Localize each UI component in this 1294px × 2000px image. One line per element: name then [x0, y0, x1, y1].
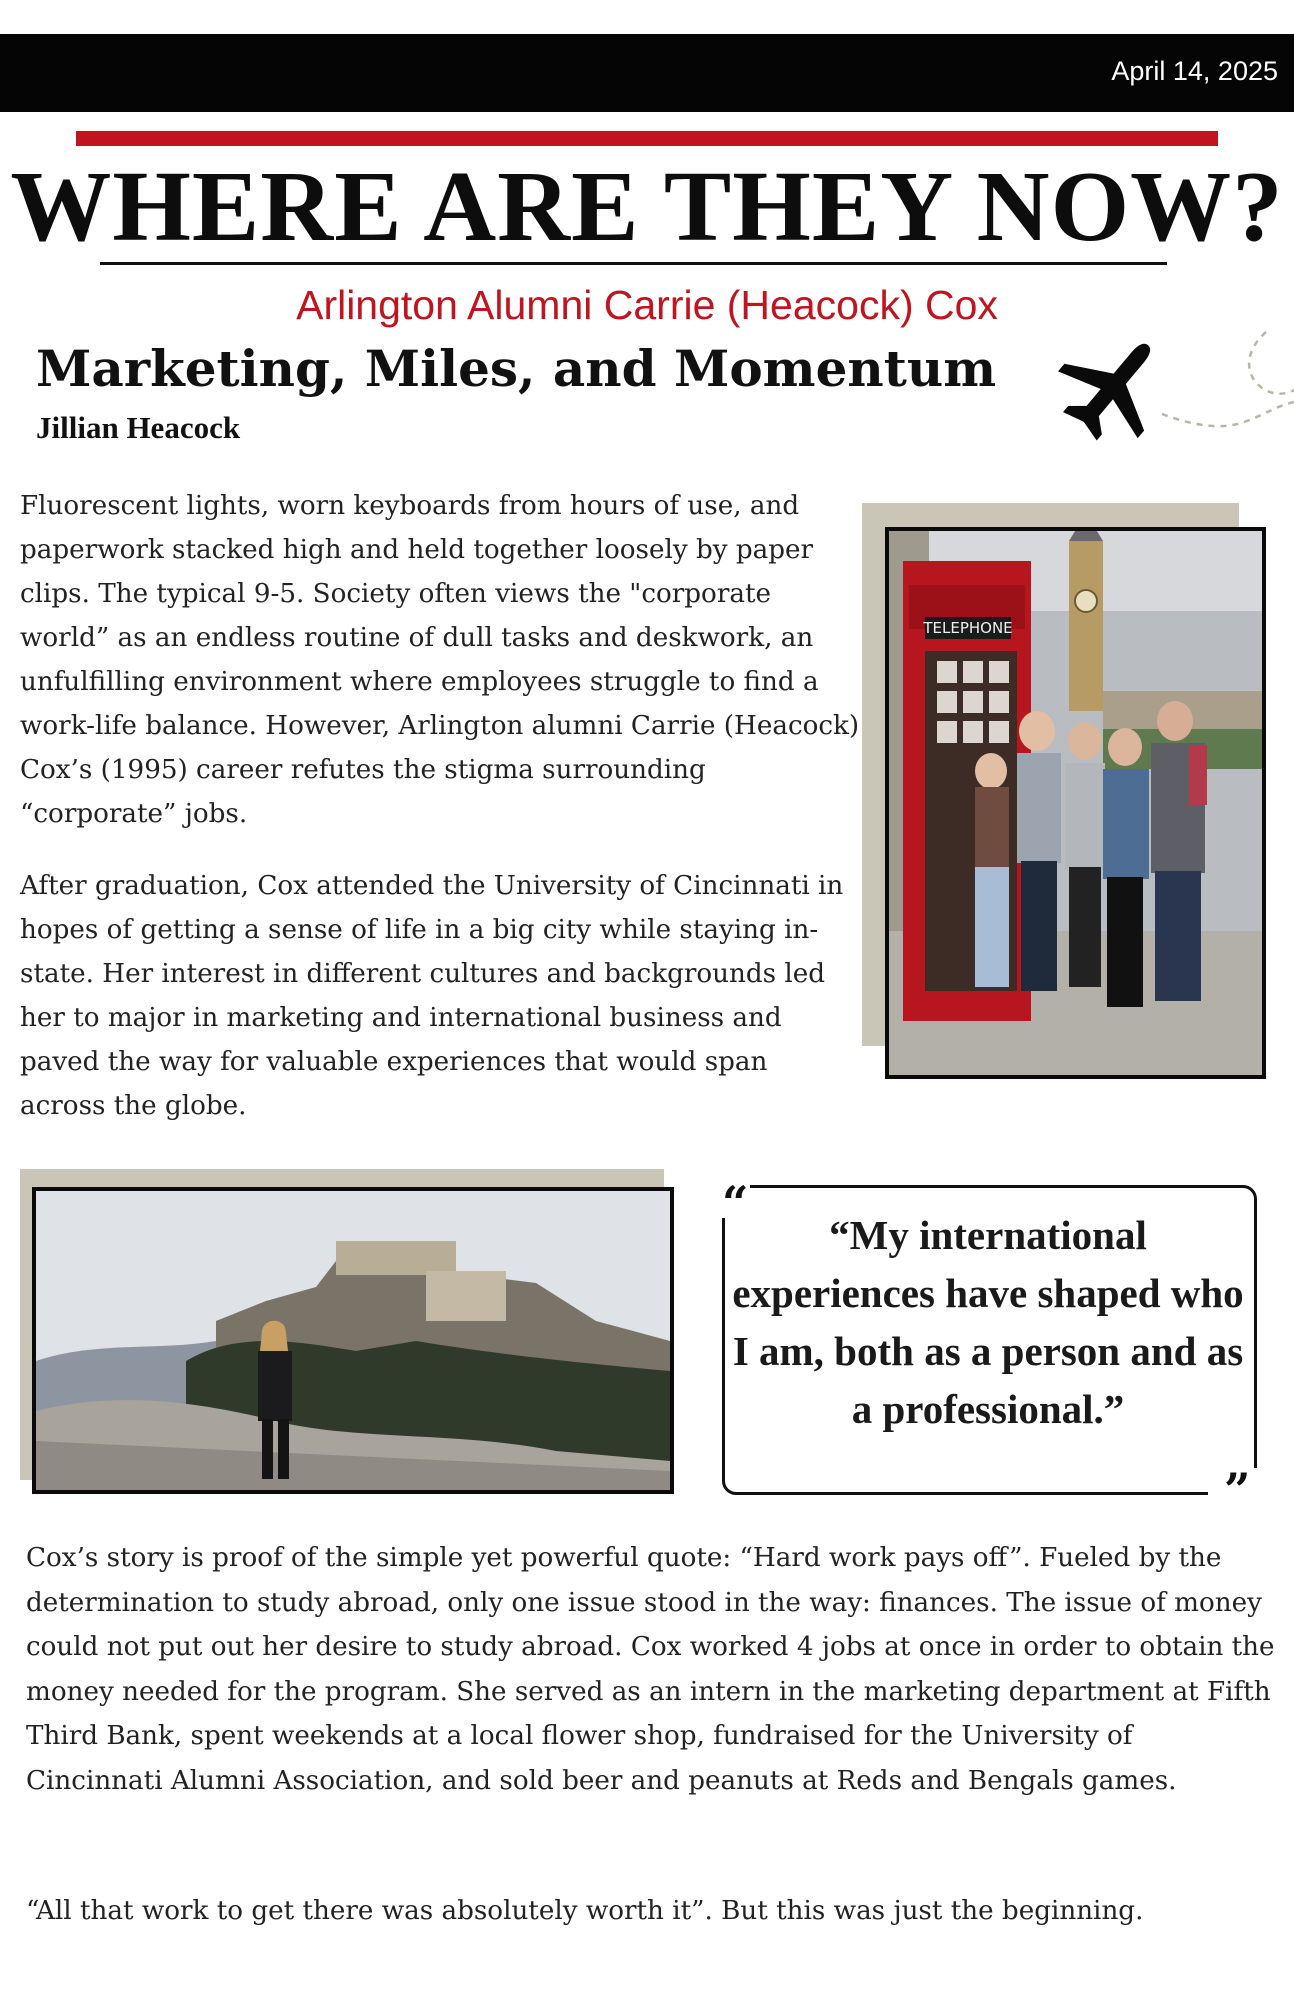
acropolis-photo	[32, 1187, 674, 1494]
london-photo-illustration	[889, 531, 1262, 1075]
london-family-photo	[885, 527, 1266, 1079]
red-rule	[76, 131, 1218, 146]
paragraph-college: After graduation, Cox attended the University of Cincinnati in hopes of getting a sense of life in a big city while staying in-state. Her interest in different cultures and backgrounds led her to major in marketing and international business and paved the way for valuable experiences that would span across the globe.	[20, 871, 844, 1121]
paragraph-closing: “All that work to get there was absolutely worth it”. But this was just the beginning.	[26, 1896, 1144, 1926]
open-quote-icon: “	[722, 1176, 749, 1230]
issue-date: April 14, 2025	[1111, 56, 1278, 86]
article-subhead: Arlington Alumni Carrie (Heacock) Cox	[296, 282, 998, 328]
paragraph-intro: Fluorescent lights, worn keyboards from hours of use, and paperwork stacked high and held together loosely by paper clips. The typical 9-5. Society often views the "corporate world” as an endless routine of dull tasks and deskwork, an unfulfilling environment where employees struggle to find a work-life balance. However, Arlington alumni Carrie (Heacock) Cox’s (1995) career refutes the stigma surrounding “corporate” jobs.	[20, 491, 860, 829]
paragraph-hard-work: Cox’s story is proof of the simple yet powerful quote: “Hard work pays off”. Fueled by the determination to study abroad, only one issue stood in the way: finances. The issue of money could not put out her desire to study abroad. Cox worked 4 jobs at once in order to obtain the money needed for the program. She served as an intern in the marketing department at Fifth Third Bank, spent weekends at a local flower shop, fundraised for the University of Cincinnati Alumni Association, and sold beer and peanuts at Reds and Bengals games.	[26, 1543, 1275, 1796]
top-bar	[0, 34, 1294, 112]
telephone-sign: TELEPHONE	[923, 619, 1013, 637]
page-headline: WHERE ARE THEY NOW?	[10, 150, 1284, 262]
pull-quote-text: “My international experiences have shaped who I am, both as a person and as a professional.”	[732, 1212, 1244, 1432]
acropolis-photo-illustration	[36, 1191, 670, 1490]
close-quote-icon: ”	[1224, 1463, 1251, 1517]
headline-underline	[100, 262, 1167, 265]
article-byline: Jillian Heacock	[36, 410, 241, 445]
article-title: Marketing, Miles, and Momentum	[36, 339, 997, 398]
airplane-icon	[1044, 322, 1294, 452]
